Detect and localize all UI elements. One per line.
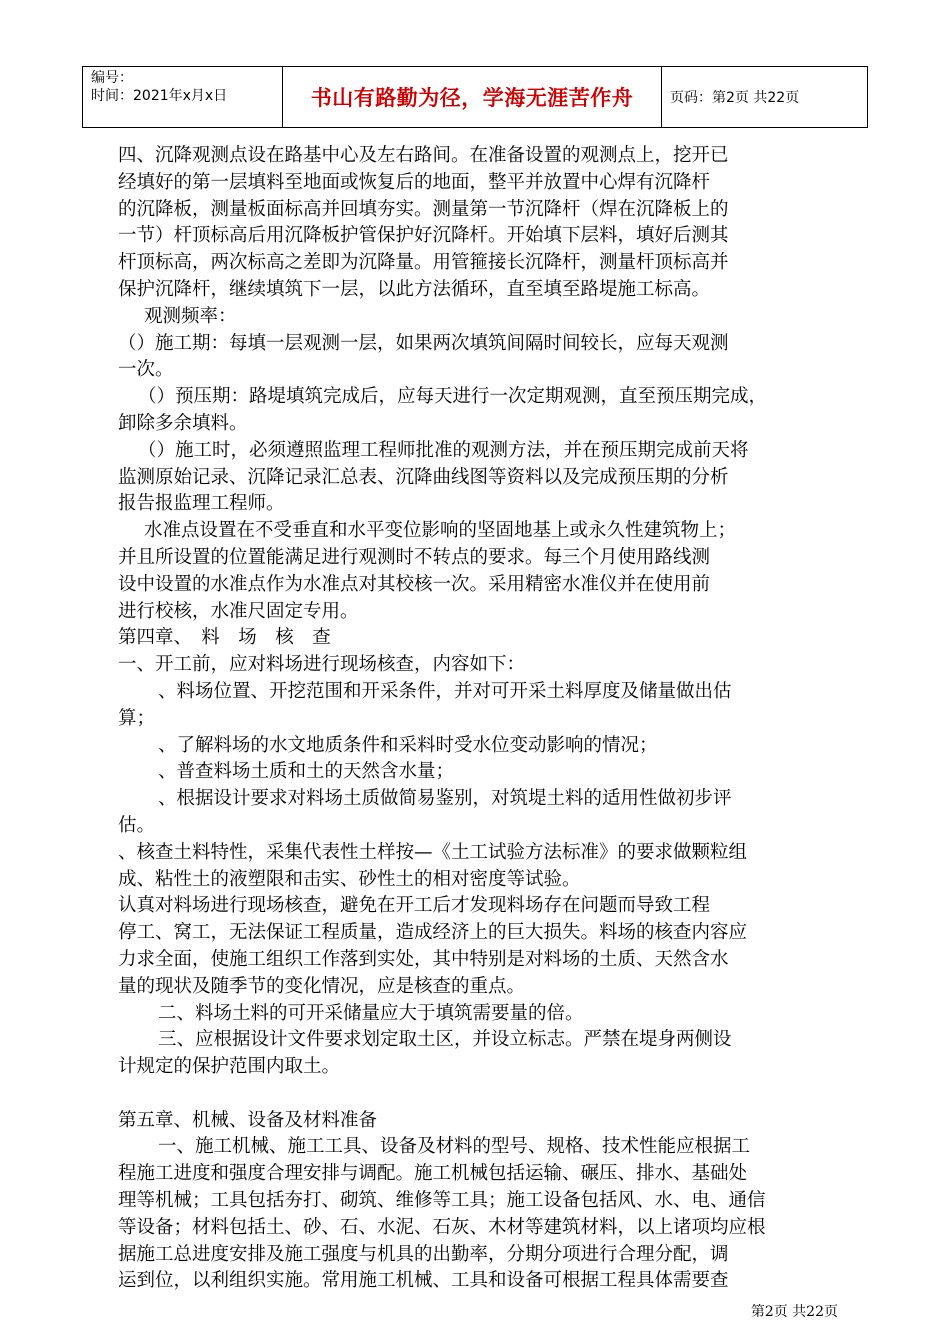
text-line: 估。 xyxy=(118,814,156,836)
text-line xyxy=(118,1081,838,1108)
text-line: 卸除多余填料。 xyxy=(118,412,248,434)
text-line: 四、沉降观测点设在路基中心及左右路间。在准备设置的观测点上，挖开已 xyxy=(118,145,729,166)
text-line: 进行校核，水准尺固定专用。 xyxy=(118,600,359,622)
text-line: 监测原始记录、沉降记录汇总表、沉降曲线图等资料以及完成预压期的分析 xyxy=(118,466,729,488)
text-line: 报告报监理工程师。 xyxy=(118,493,285,515)
document-body xyxy=(118,143,838,1295)
text-line: 一节）杆顶标高后用沉降板护管保护好沉降杆。开始填下层料，填好后测其 xyxy=(118,225,729,247)
text-line: 量的现状及随季节的变化情况，应是核查的重点。 xyxy=(118,975,526,997)
text-line: （）施工期：每填一层观测一层，如果两次填筑间隔时间较长，应每天观测 xyxy=(118,332,729,354)
text-line: 一、开工前，应对料场进行现场核查，内容如下： xyxy=(118,654,526,676)
text-line: 二、料场土料的可开采储量应大于填筑需要量的倍。 xyxy=(158,1002,584,1024)
text-line: 观测频率： xyxy=(144,305,237,327)
text-line: （）施工时，必须遵照监理工程师批准的观测方法，并在预压期完成前天将 xyxy=(138,439,749,461)
text-line: 认真对料场进行现场核查，避免在开工后才发现料场存在问题而导致工程 xyxy=(118,895,711,917)
text-line: 的沉降板，测量板面标高并回填夯实。测量第一节沉降杆（焊在沉降板上的 xyxy=(118,198,729,220)
text-line: 水准点设置在不受垂直和水平变位影响的坚固地基上或永久性建筑物上； xyxy=(144,520,737,542)
text-line: 第五章、机械、设备及材料准备 xyxy=(118,1109,378,1131)
text-line: 、核查土料特性，采集代表性土样按—《土工试验方法标准》的要求做颗粒组 xyxy=(118,841,748,863)
time-label: 时间：2021年x月x日 xyxy=(91,88,228,104)
text-line: 计规定的保护范围内取土。 xyxy=(118,1056,341,1078)
code-label: 编号： xyxy=(91,70,133,86)
text-line: 力求全面，使施工组织工作落到实处，其中特别是对料场的土质、天然含水 xyxy=(118,948,729,970)
text-line: 、了解料场的水文地质条件和采料时受水位变动影响的情况； xyxy=(158,734,658,756)
text-line: （）预压期：路堤填筑完成后，应每天进行一次定期观测，直至预压期完成， xyxy=(138,386,768,408)
text-line: 并且所设置的位置能满足进行观测时不转点的要求。每三个月使用路线测 xyxy=(118,546,711,568)
header-page-info: 页码：第2页 共22页 xyxy=(670,90,800,106)
text-line: 运到位，以利组织实施。常用施工机械、工具和设备可根据工程具体需要查 xyxy=(118,1270,729,1292)
text-line: 经填好的第一层填料至地面或恢复后的地面，整平并放置中心焊有沉降杆 xyxy=(118,171,711,193)
text-line: 据施工总进度安排及施工强度与机具的出勤率，分期分项进行合理分配，调 xyxy=(118,1243,729,1265)
text-line: 停工、窝工，无法保证工程质量，造成经济上的巨大损失。料场的核查内容应 xyxy=(118,922,748,944)
header-meta-cell xyxy=(83,67,283,127)
text-line: 、根据设计要求对料场土质做简易鉴别，对筑堤土料的适用性做初步评 xyxy=(158,788,732,810)
text-line: 设中设置的水准点作为水准点对其校核一次。采用精密水准仪并在使用前 xyxy=(118,573,711,595)
text-line: 成、粘性土的液塑限和击实、砂性土的相对密度等试验。 xyxy=(118,868,581,890)
text-line: 等设备；材料包括土、砂、石、水泥、石灰、木材等建筑材料，以上诸项均应根 xyxy=(118,1216,766,1238)
page-footer: 第2页 共22页 xyxy=(750,1304,838,1320)
text-line: 杆顶标高，两次标高之差即为沉降量。用管箍接长沉降杆，测量杆顶标高并 xyxy=(118,252,729,274)
text-line: 、料场位置、开挖范围和开采条件，并对可开采土料厚度及储量做出估 xyxy=(158,680,732,702)
text-line: 一次。 xyxy=(118,359,174,381)
text-line: 、普查料场土质和土的天然含水量； xyxy=(158,761,455,783)
text-line: 三、应根据设计文件要求划定取土区，并设立标志。严禁在堤身两侧设 xyxy=(158,1029,732,1051)
page-header-table xyxy=(82,66,868,128)
text-line: 理等机械；工具包括夯打、砌筑、维修等工具；施工设备包括风、水、电、通信 xyxy=(118,1190,766,1212)
text-line: 保护沉降杆，继续填筑下一层，以此方法循环，直至填至路堤施工标高。 xyxy=(118,278,711,300)
text-line: 算； xyxy=(118,707,156,729)
text-line: 第四章、 料 场 核 查 xyxy=(118,627,331,649)
header-motto: 书山有路勤为径，学海无涯苦作舟 xyxy=(283,67,662,127)
text-line: 一、施工机械、施工工具、设备及材料的型号、规格、技术性能应根据工 xyxy=(158,1136,751,1158)
text-line: 程施工进度和强度合理安排与调配。施工机械包括运输、碾压、排水、基础处 xyxy=(118,1163,748,1185)
